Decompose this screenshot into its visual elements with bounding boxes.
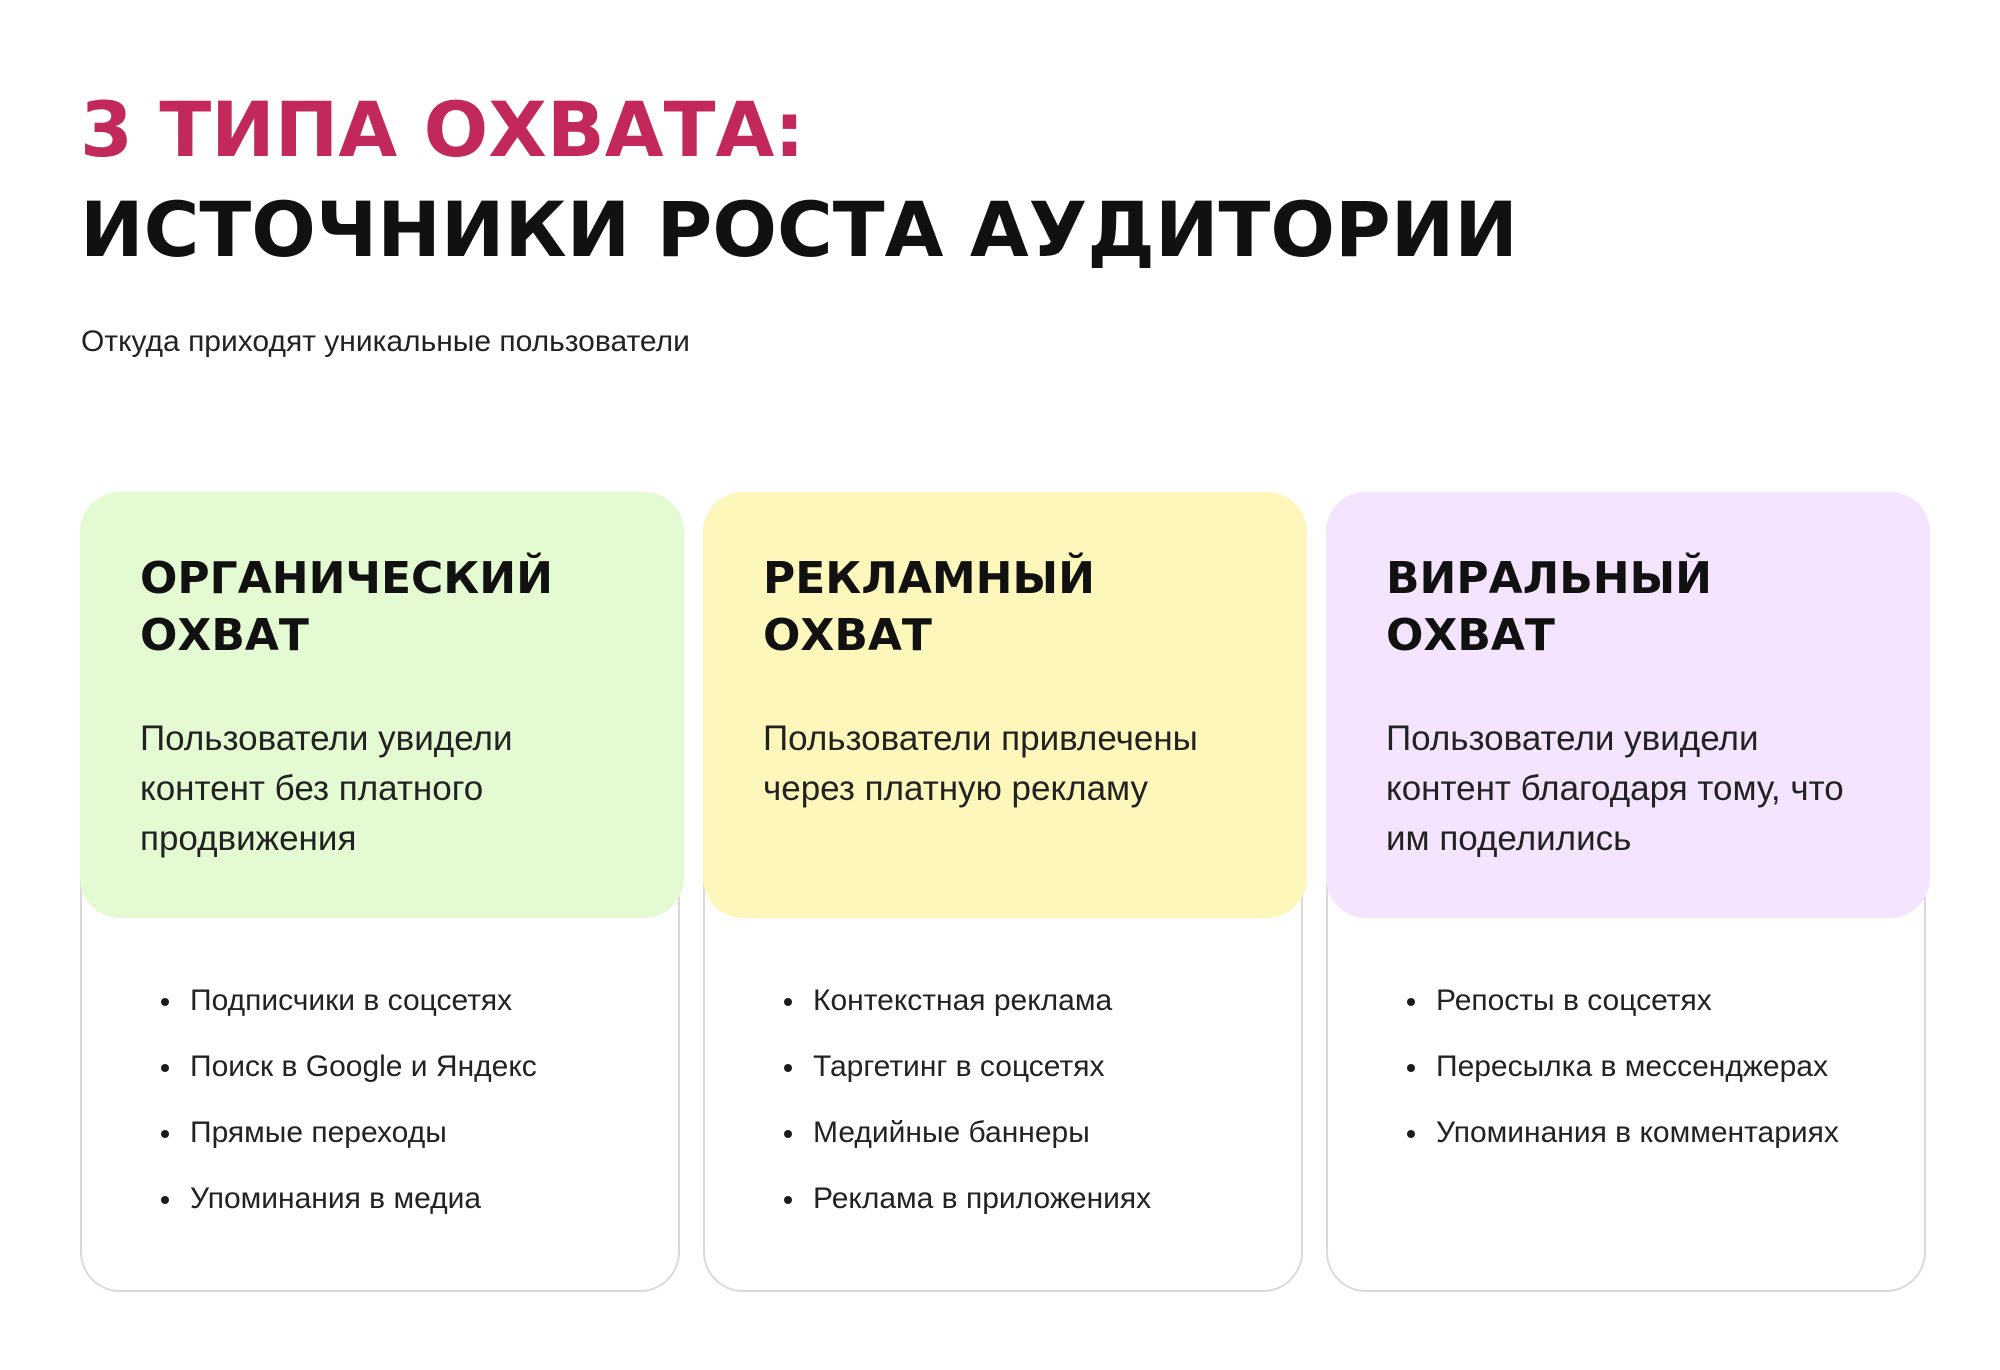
list-item-text: Упоминания в комментариях — [1436, 1116, 1839, 1149]
list-item — [1436, 1112, 1884, 1154]
title-accent: 3 ТИПА ОХВАТА: — [80, 85, 805, 174]
bullet-icon — [161, 1196, 169, 1204]
list-item — [813, 980, 1261, 1022]
bullet-icon — [784, 1130, 792, 1138]
card-description: Пользователи привлечены через платную рекламу — [763, 719, 1198, 808]
page-subtitle: Откуда приходят уникальные пользователи — [81, 325, 690, 358]
list-item-text: Контекстная реклама — [813, 984, 1113, 1017]
bullet-icon — [161, 998, 169, 1006]
list-item — [1436, 1046, 1884, 1088]
card-viral-reach — [1326, 492, 1926, 1292]
card-description: Пользователи увидели контент без платного продвижения — [140, 719, 513, 858]
card-list — [82, 980, 678, 1244]
bullet-icon — [1407, 1064, 1415, 1072]
card-heading-line: ВИРАЛЬНЫЙ — [1386, 553, 1712, 604]
card-heading-line: ОХВАТ — [763, 610, 932, 661]
card-header — [80, 492, 684, 918]
card-paid-reach — [703, 492, 1303, 1292]
bullet-icon — [1407, 1130, 1415, 1138]
list-item-text: Подписчики в соцсетях — [190, 984, 513, 1017]
bullet-icon — [1407, 998, 1415, 1006]
list-item-text: Медийные баннеры — [813, 1116, 1090, 1149]
card-list — [705, 980, 1301, 1244]
card-header — [703, 492, 1307, 918]
list-item — [190, 1112, 638, 1154]
list-item — [190, 1178, 638, 1220]
list-item-text: Реклама в приложениях — [813, 1182, 1152, 1215]
list-item-text: Таргетинг в соцсетях — [813, 1050, 1105, 1083]
list-item — [190, 980, 638, 1022]
card-heading — [140, 550, 624, 664]
card-heading-line: ОРГАНИЧЕСКИЙ — [140, 553, 553, 604]
list-item-text: Упоминания в медиа — [190, 1182, 482, 1215]
card-heading — [1386, 550, 1870, 664]
list-item — [190, 1046, 638, 1088]
card-header — [1326, 492, 1930, 918]
bullet-icon — [161, 1064, 169, 1072]
card-list — [1328, 980, 1924, 1178]
card-heading-line: ОХВАТ — [1386, 610, 1555, 661]
bullet-icon — [784, 998, 792, 1006]
list-item — [813, 1178, 1261, 1220]
card-description: Пользователи увидели контент благодаря тому, что им поделились — [1386, 719, 1844, 858]
list-item — [1436, 980, 1884, 1022]
list-item-text: Прямые переходы — [190, 1116, 447, 1149]
page-title: ИСТОЧНИКИ РОСТА АУДИТОРИИ — [80, 185, 1518, 274]
list-item-text: Поиск в Google и Яндекс — [190, 1050, 537, 1083]
bullet-icon — [784, 1064, 792, 1072]
list-item-text: Репосты в соцсетях — [1436, 984, 1712, 1017]
list-item — [813, 1112, 1261, 1154]
list-item — [813, 1046, 1261, 1088]
card-heading — [763, 550, 1247, 664]
card-organic-reach — [80, 492, 680, 1292]
card-heading-line: РЕКЛАМНЫЙ — [763, 553, 1095, 604]
bullet-icon — [784, 1196, 792, 1204]
bullet-icon — [161, 1130, 169, 1138]
list-item-text: Пересылка в мессенджерах — [1436, 1050, 1828, 1083]
card-heading-line: ОХВАТ — [140, 610, 309, 661]
